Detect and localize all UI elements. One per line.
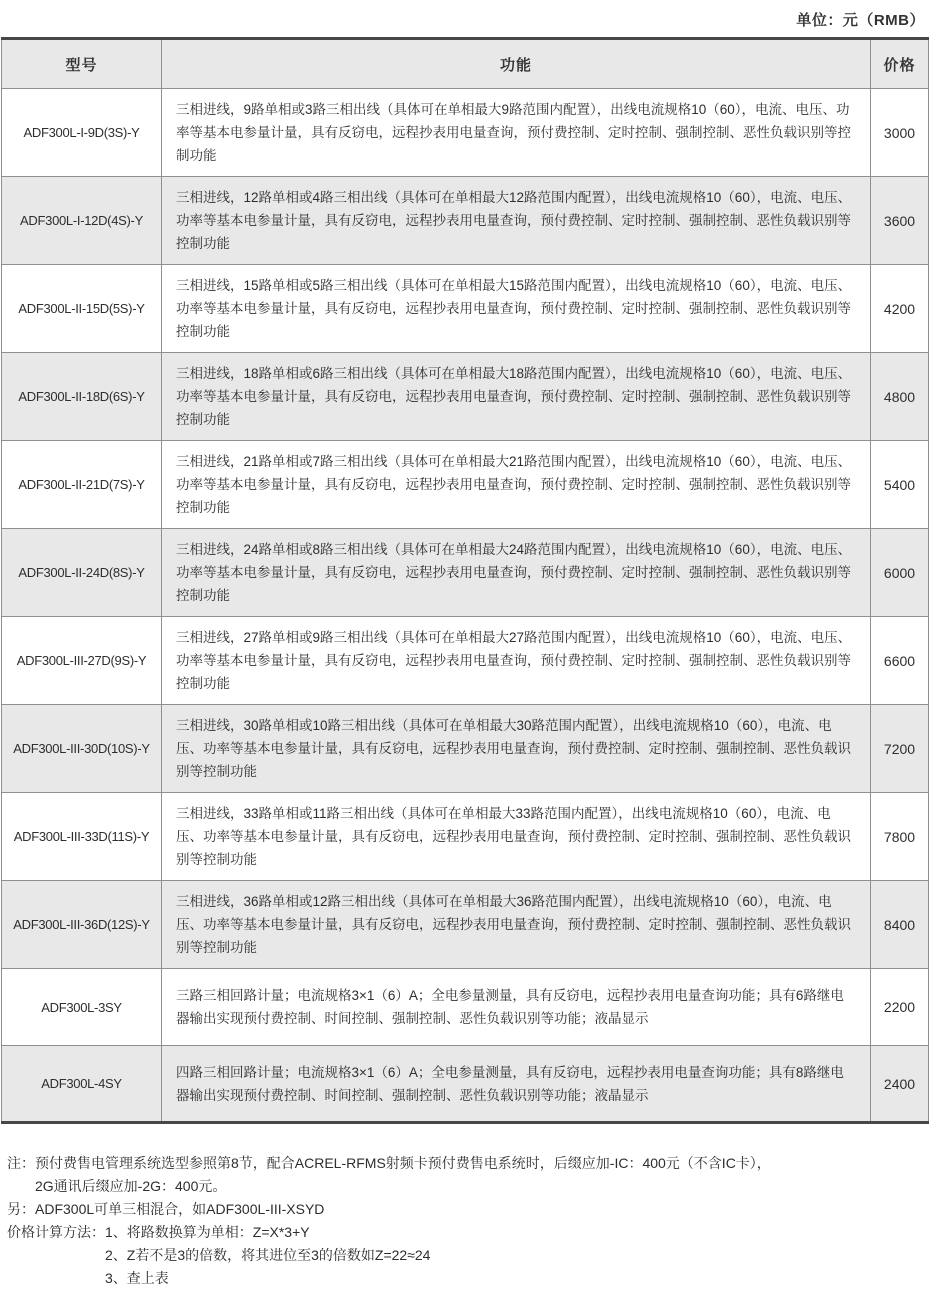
table-row: [2, 617, 929, 705]
table-row: [2, 529, 929, 617]
model-cell: ADF300L-II-18D(6S)-Y: [2, 353, 162, 441]
price-cell: 2200: [871, 969, 929, 1046]
model-cell: ADF300L-3SY: [2, 969, 162, 1046]
price-cell: 4200: [871, 265, 929, 353]
model-cell: ADF300L-III-27D(9S)-Y: [2, 617, 162, 705]
note-line: ADF300L可单三相混合，如ADF300L-III-XSYD: [35, 1201, 325, 1217]
note-lines: [35, 1152, 929, 1198]
note-line: 1、将路数换算为单相：Z=X*3+Y: [105, 1224, 310, 1240]
price-cell: 8400: [871, 881, 929, 969]
price-cell: 6000: [871, 529, 929, 617]
col-header-model: 型号: [2, 39, 162, 89]
note-prefix: 价格计算方法：: [7, 1224, 105, 1240]
function-cell: 三相进线，12路单相或4路三相出线（具体可在单相最大12路范围内配置），出线电流规格10（60），电流、电压、功率等基本电参量计量，具有反窃电，远程抄表用电量查询，预付费控制、定时控制、强制控制、恶性负载识别等控制功能: [162, 177, 871, 265]
table-body: [2, 89, 929, 1123]
note-line: 2、Z若不是3的倍数，将其进位至3的倍数如Z=22≈24: [105, 1247, 431, 1263]
col-header-price: 价格: [871, 39, 929, 89]
function-cell: 三相进线，27路单相或9路三相出线（具体可在单相最大27路范围内配置），出线电流规格10（60），电流、电压、功率等基本电参量计量，具有反窃电，远程抄表用电量查询，预付费控制、定时控制、强制控制、恶性负载识别等控制功能: [162, 617, 871, 705]
model-cell: ADF300L-I-12D(4S)-Y: [2, 177, 162, 265]
model-cell: ADF300L-III-30D(10S)-Y: [2, 705, 162, 793]
model-cell: ADF300L-II-21D(7S)-Y: [2, 441, 162, 529]
function-cell: 三相进线，21路单相或7路三相出线（具体可在单相最大21路范围内配置），出线电流规格10（60），电流、电压、功率等基本电参量计量，具有反窃电，远程抄表用电量查询，预付费控制、定时控制、强制控制、恶性负载识别等控制功能: [162, 441, 871, 529]
function-cell: 三相进线，33路单相或11路三相出线（具体可在单相最大33路范围内配置），出线电流规格10（60），电流、电压、功率等基本电参量计量，具有反窃电，远程抄表用电量查询，预付费控制、定时控制、强制控制、恶性负载识别等控制功能: [162, 793, 871, 881]
model-cell: ADF300L-I-9D(3S)-Y: [2, 89, 162, 177]
note-line: 2G通讯后缀应加-2G：400元。: [35, 1178, 227, 1194]
model-cell: ADF300L-III-36D(12S)-Y: [2, 881, 162, 969]
model-cell: ADF300L-II-24D(8S)-Y: [2, 529, 162, 617]
table-row: [2, 353, 929, 441]
table-row: [2, 793, 929, 881]
price-cell: 7200: [871, 705, 929, 793]
function-cell: 三相进线，30路单相或10路三相出线（具体可在单相最大30路范围内配置），出线电流规格10（60），电流、电压、功率等基本电参量计量，具有反窃电，远程抄表用电量查询，预付费控制、定时控制、强制控制、恶性负载识别等控制功能: [162, 705, 871, 793]
function-cell: 三相进线，15路单相或5路三相出线（具体可在单相最大15路范围内配置），出线电流规格10（60），电流、电压、功率等基本电参量计量，具有反窃电，远程抄表用电量查询，预付费控制、定时控制、强制控制、恶性负载识别等控制功能: [162, 265, 871, 353]
price-cell: 7800: [871, 793, 929, 881]
note-prefix: 注：: [7, 1155, 35, 1171]
note-line: 3、查上表: [105, 1270, 169, 1286]
function-cell: 三相进线，18路单相或6路三相出线（具体可在单相最大18路范围内配置），出线电流规格10（60），电流、电压、功率等基本电参量计量，具有反窃电，远程抄表用电量查询，预付费控制、定时控制、强制控制、恶性负载识别等控制功能: [162, 353, 871, 441]
price-cell: 4800: [871, 353, 929, 441]
notes: [1, 1152, 929, 1290]
unit-label: 单位：元（RMB）: [796, 12, 925, 29]
model-cell: ADF300L-III-33D(11S)-Y: [2, 793, 162, 881]
model-cell: ADF300L-4SY: [2, 1046, 162, 1123]
function-cell: 三路三相回路计量；电流规格3×1（6）A；全电参量测量，具有反窃电，远程抄表用电量查询功能；具有6路继电器输出实现预付费控制、时间控制、强制控制、恶性负载识别等功能；液晶显示: [162, 969, 871, 1046]
table-row: [2, 1046, 929, 1123]
note-lines: [35, 1198, 929, 1221]
table-row: [2, 969, 929, 1046]
header-row: [2, 39, 929, 89]
note: [7, 1198, 929, 1221]
model-cell: ADF300L-II-15D(5S)-Y: [2, 265, 162, 353]
table-row: [2, 177, 929, 265]
table-row: [2, 441, 929, 529]
note-lines: [105, 1221, 929, 1290]
note-line: 预付费售电管理系统选型参照第8节，配合ACREL-RFMS射频卡预付费售电系统时，后缀应加-IC：400元（不含IC卡），: [35, 1155, 771, 1171]
price-cell: 3000: [871, 89, 929, 177]
price-table: [1, 37, 929, 1124]
note: [7, 1152, 929, 1198]
function-cell: 三相进线，24路单相或8路三相出线（具体可在单相最大24路范围内配置），出线电流规格10（60），电流、电压、功率等基本电参量计量，具有反窃电，远程抄表用电量查询，预付费控制、定时控制、强制控制、恶性负载识别等控制功能: [162, 529, 871, 617]
function-cell: 四路三相回路计量；电流规格3×1（6）A；全电参量测量，具有反窃电，远程抄表用电量查询功能；具有8路继电器输出实现预付费控制、时间控制、强制控制、恶性负载识别等功能；液晶显示: [162, 1046, 871, 1123]
price-cell: 2400: [871, 1046, 929, 1123]
table-row: [2, 89, 929, 177]
table-row: [2, 881, 929, 969]
function-cell: 三相进线，9路单相或3路三相出线（具体可在单相最大9路范围内配置），出线电流规格10（60），电流、电压、功率等基本电参量计量，具有反窃电，远程抄表用电量查询，预付费控制、定时控制、强制控制、恶性负载识别等控制功能: [162, 89, 871, 177]
function-cell: 三相进线，36路单相或12路三相出线（具体可在单相最大36路范围内配置），出线电流规格10（60），电流、电压、功率等基本电参量计量，具有反窃电，远程抄表用电量查询，预付费控制、定时控制、强制控制、恶性负载识别等控制功能: [162, 881, 871, 969]
note-prefix: 另：: [7, 1201, 35, 1217]
col-header-function: 功能: [162, 39, 871, 89]
price-cell: 5400: [871, 441, 929, 529]
price-cell: 6600: [871, 617, 929, 705]
table-row: [2, 265, 929, 353]
price-cell: 3600: [871, 177, 929, 265]
note: [7, 1221, 929, 1290]
table-row: [2, 705, 929, 793]
